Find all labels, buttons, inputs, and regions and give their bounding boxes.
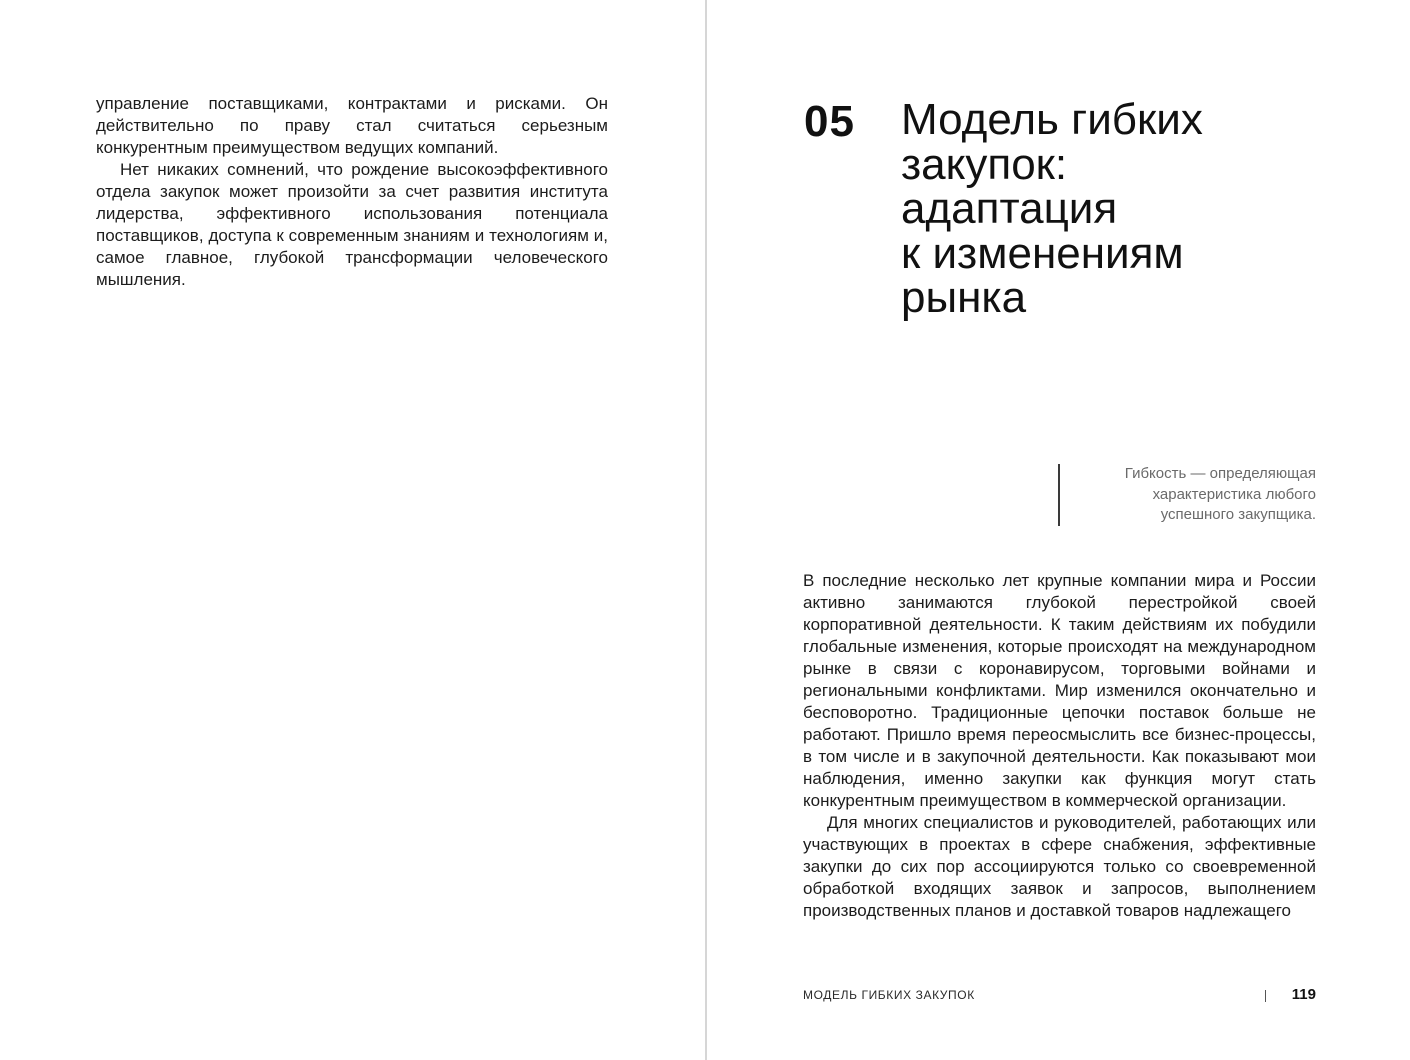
chapter-title: Модель гибких закупок: адаптация к изменениям рынка	[901, 95, 1203, 322]
page-footer	[803, 986, 1316, 1006]
right-page-body	[803, 570, 1316, 922]
book-gutter	[705, 0, 707, 1060]
page-number: 119	[1291, 986, 1316, 1003]
epigraph-rule	[1058, 464, 1060, 526]
left-page-body	[96, 93, 608, 291]
footer-separator	[1265, 990, 1266, 1002]
paragraph: Нет никаких сомнений, что рождение высокоэффективного отдела закупок может произойти за счет развития института лидерства, эффективного использования потенциала поставщиков, доступа к современным знаниям и технологиям и, самое главное, глубокой трансформации человеческого мышления.	[96, 160, 608, 289]
paragraph: Для многих специалистов и руководителей, работающих или участвующих в проектах в сфере снабжения, эффективные закупки до сих пор ассоциируются только со своевременной обработкой входящих заявок и запросов, выполнением производственных планов и доставкой товаров надлежащего	[803, 813, 1316, 920]
running-head: МОДЕЛЬ ГИБКИХ ЗАКУПОК	[803, 988, 975, 1002]
chapter-number: 05	[804, 97, 855, 146]
paragraph: управление поставщиками, контрактами и рисками. Он действительно по праву стал считаться серьезным конкурентным преимуществом ведущих компаний.	[96, 94, 608, 157]
paragraph: В последние несколько лет крупные компании мира и России активно занимаются глубокой перестройкой своей корпоративной деятельности. К таким действиям их побудили глобальные изменения, которые происходят на международном рынке в связи с коронавирусом, торговыми войнами и региональными конфликтами. Мир изменился окончательно и бесповоротно. Традиционные цепочки поставок больше не работают. Пришло время переосмыслить все бизнес-процессы, в том числе и в закупочной деятельности. Как показывают мои наблюдения, именно закупки как функция могут стать конкурентным преимуществом в коммерческой организации.	[803, 571, 1316, 810]
right-page	[708, 0, 1410, 1060]
epigraph-text: Гибкость — определяющая характеристика любого успешного закупщика.	[1124, 465, 1316, 523]
epigraph	[1058, 464, 1316, 526]
